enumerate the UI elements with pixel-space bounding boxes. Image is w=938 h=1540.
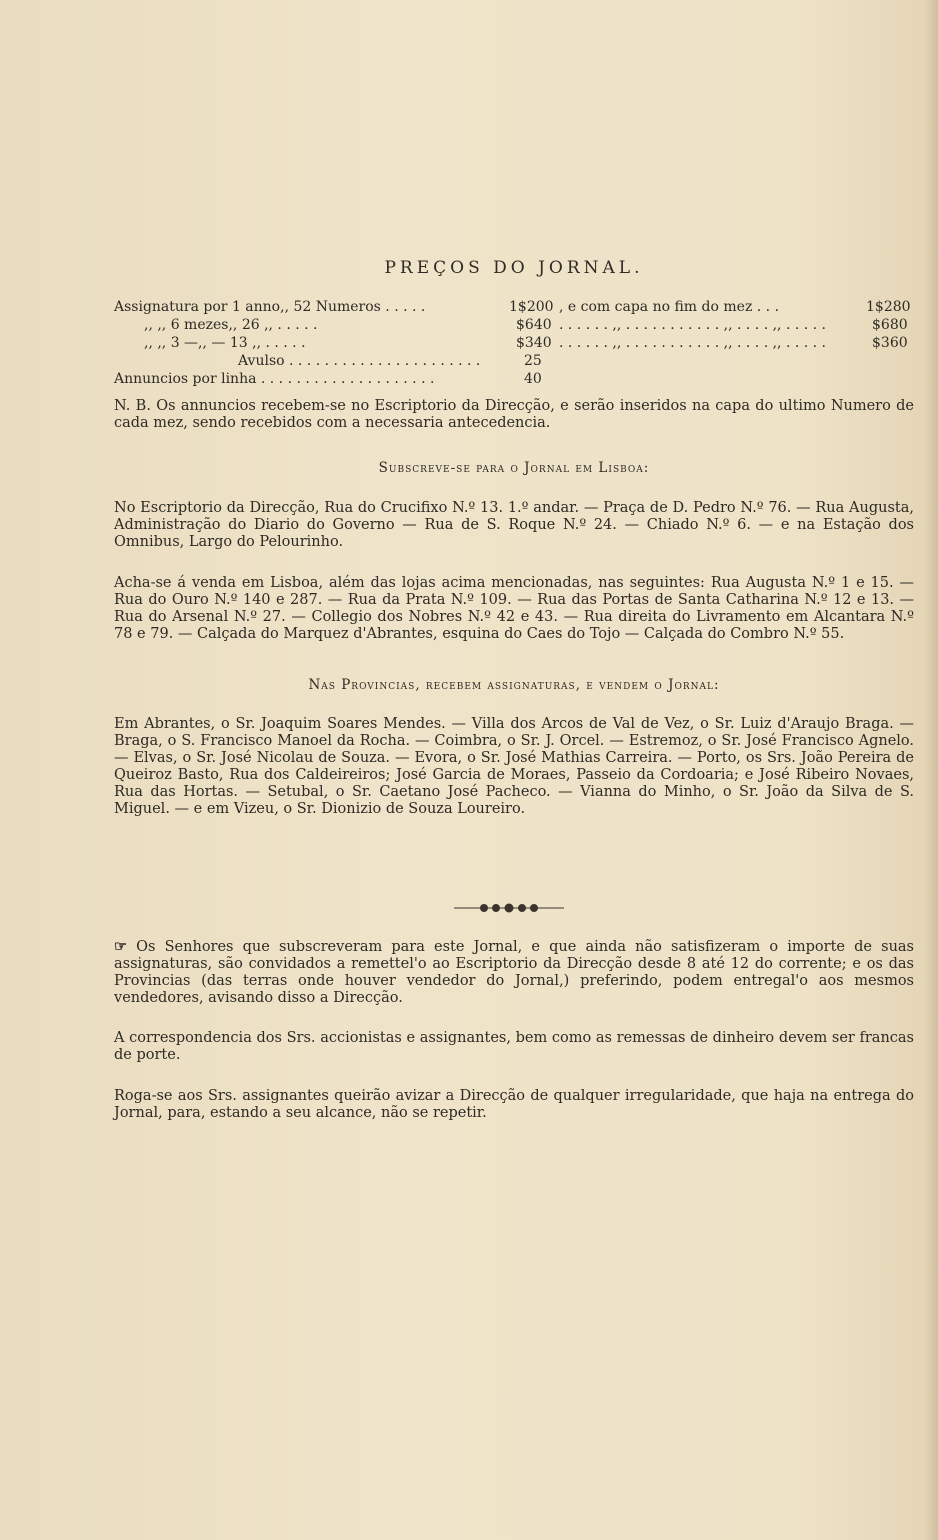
price-row-label: Annuncios por linha . . . . . . . . . . . . . . . . . . . . — [114, 371, 435, 387]
price-row-capa-price: $680 — [872, 317, 908, 333]
price-row-value: 1$200 — [509, 299, 554, 315]
text-column — [114, 0, 914, 1540]
lisboa-venda-text: Acha-se á venda em Lisboa, além das lojas acima mencionadas, nas seguintes: Rua Augusta N.º 1 e 15. — Rua do Ouro N.º 140 e 287. — Rua da Prata N.º 109. — Rua das Portas de Santa Catharina N.º 12 e 13. — Rua do Arsenal N.º 27. — Collegio dos Nobres N.º 42 e 43. — Rua direita do Livramento em Alcantara N.º 78 e 79. — Calçada do Marquez d'Abrantes, esquina do Caes do Tojo — Calçada do Combro N.º 55. — [114, 575, 914, 642]
price-row-label: ,, ,, 3 —,, — 13 ,, . . . . . — [144, 335, 306, 351]
price-row-capa-text: . . . . . . ,, . . . . . . . . . . . ,, . . . . ,, . . . . . — [559, 335, 827, 351]
lisboa-venda — [114, 575, 914, 643]
price-row — [114, 298, 914, 316]
correspondencia-paragraph — [114, 1030, 914, 1064]
price-row-label: ,, ,, 6 mezes,, 26 ,, . . . . . — [144, 317, 318, 333]
price-row-value: $640 — [516, 317, 552, 333]
price-row-value: $340 — [516, 335, 552, 351]
provincias-text: Em Abrantes, o Sr. Joaquim Soares Mendes. — Villa dos Arcos de Val de Vez, o Sr. Luiz d'Araujo Braga. — Braga, o S. Francisco Manoel da Rocha. — Coimbra, o Sr. J. Orcel. — Estremoz, o Sr. José Francisco Agnelo. — Elvas, o Sr. José Nicolau de Souza. — Evora, o Sr. José Mathias Carreira. — Porto, os Srs. João Pereira de Queiroz Basto, Rua dos Caldeireiros; José Garcia de Moraes, Passeio da Cordoaria; e José Ribeiro Novaes, Rua das Hortas. — Setubal, o Sr. Caetano José Pacheco. — Vianna do Minho, o Sr. João da Silva de S. Miguel. — e em Vizeu, o Sr. Dionizio de Souza Loureiro. — [114, 716, 914, 817]
price-row-label: Assignatura por 1 anno,, 52 Numeros . . . . . — [114, 299, 426, 315]
price-row — [114, 316, 914, 334]
price-row — [114, 370, 914, 388]
provincias-heading: Nas Provincias, recebem assignaturas, e vendem o Jornal: — [308, 677, 720, 693]
lisboa-text: No Escriptorio da Direcção, Rua do Crucifixo N.º 13. 1.º andar. — Praça de D. Pedro N.º 76. — Rua Augusta, Administração do Diario do Governo — Rua de S. Roque N.º 24. — Chiado N.º 6. — e na Estação dos Omnibus, Largo do Pelourinho. — [114, 500, 914, 550]
roga-paragraph — [114, 1088, 914, 1122]
page-title: PREÇOS DO JORNAL. — [384, 258, 644, 278]
price-row-capa-price: 1$280 — [866, 299, 911, 315]
price-row-value: 25 — [524, 353, 542, 369]
aviso-body: Os Senhores que subscreveram para este Jornal, e que ainda não satisfizeram o importe de suas assignaturas, são convidados a remettel'o ao Escriptorio da Direcção desde 8 até 12 do corrente; e os das Provincias (das terras onde houver vendedor do Jornal,) preferindo, podem entregal'o aos mesmos vendedores, avisando disso a Direcção. — [114, 939, 915, 1006]
page-edge — [924, 0, 938, 1540]
price-row-capa-text: . . . . . . ,, . . . . . . . . . . . ,, . . . . ,, . . . . . — [559, 317, 827, 333]
provincias-list — [114, 716, 914, 818]
price-table — [114, 298, 914, 388]
price-row — [114, 352, 914, 370]
ornament-divider — [454, 902, 564, 914]
roga-text: Roga-se aos Srs. assignantes queirão avizar a Direcção de qualquer irregularidade, que haja na entrega do Jornal, para, estando a seu alcance, não se repetir. — [114, 1088, 914, 1121]
pointing-hand-icon: ☞ — [114, 938, 127, 955]
price-row-label: Avulso . . . . . . . . . . . . . . . . . . . . . . — [238, 353, 481, 369]
price-row-value: 40 — [524, 371, 542, 387]
correspondencia-text: A correspondencia dos Srs. accionistas e assignantes, bem como as remessas de dinheiro devem ser francas de porte. — [114, 1030, 914, 1063]
price-note: N. B. Os annuncios recebem-se no Escriptorio da Direcção, e serão inseridos na capa do ultimo Numero de cada mez, sendo recebidos com a necessaria antecedencia. — [114, 398, 914, 431]
price-row — [114, 334, 914, 352]
lisboa-heading: Subscreve-se para o Jornal em Lisboa: — [378, 460, 650, 476]
aviso-text — [114, 938, 914, 1007]
aviso-paragraph — [114, 938, 914, 1007]
price-row-capa-price: $360 — [872, 335, 908, 351]
lisboa-addresses — [114, 500, 914, 551]
price-row-capa-text: , e com capa no fim do mez . . . — [559, 299, 780, 315]
